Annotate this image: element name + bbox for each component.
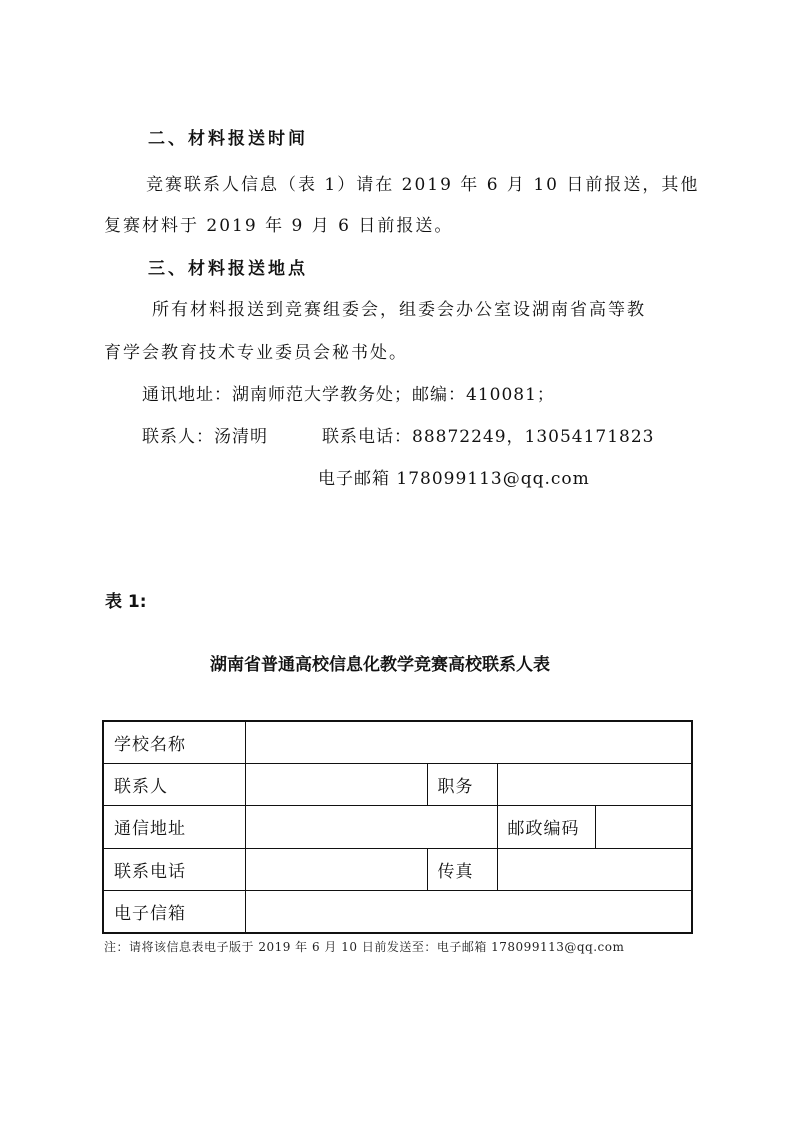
email-label: 电子信箱 <box>103 890 245 933</box>
fax-label: 传真 <box>427 848 497 890</box>
fax-field[interactable] <box>497 848 692 890</box>
mailing-address: 通讯地址：湖南师范大学教务处；邮编：410081； <box>142 385 555 405</box>
submission-time-line-1: 竞赛联系人信息（表 1）请在 2019 年 6 月 10 日前报送，其他 <box>146 175 700 195</box>
submission-time-line-2: 复赛材料于 2019 年 9 月 6 日前报送。 <box>104 216 454 236</box>
school-name-field[interactable] <box>245 721 692 764</box>
position-field[interactable] <box>497 764 692 806</box>
contact-info-form-table <box>102 720 693 934</box>
table-row <box>103 764 692 806</box>
table-row <box>103 890 692 933</box>
table-row <box>103 721 692 764</box>
school-name-label: 学校名称 <box>103 721 245 764</box>
position-label: 职务 <box>427 764 497 806</box>
postcode-field[interactable] <box>595 806 692 848</box>
submission-location-line-1: 所有材料报送到竞赛组委会，组委会办公室设湖南省高等教 <box>152 300 646 320</box>
address-field[interactable] <box>245 806 497 848</box>
contact-person-label: 联系人 <box>103 764 245 806</box>
contact-person: 联系人：汤清明 <box>142 427 268 447</box>
table-row <box>103 806 692 848</box>
contact-email: 电子邮箱 178099113@qq.com <box>318 469 590 489</box>
table-note: 注：请将该信息表电子版于 2019 年 6 月 10 日前发送至：电子邮箱 178099113@qq.com <box>104 940 625 954</box>
table-label: 表 1: <box>105 592 147 612</box>
postcode-label: 邮政编码 <box>497 806 595 848</box>
table-row <box>103 848 692 890</box>
phone-label: 联系电话 <box>103 848 245 890</box>
table-title: 湖南省普通高校信息化教学竞赛高校联系人表 <box>210 655 550 675</box>
section-heading-submission-time: 二、材料报送时间 <box>148 129 308 149</box>
section-heading-submission-location: 三、材料报送地点 <box>148 259 308 279</box>
address-label: 通信地址 <box>103 806 245 848</box>
contact-person-field[interactable] <box>245 764 427 806</box>
submission-location-line-2: 育学会教育技术专业委员会秘书处。 <box>104 343 408 363</box>
phone-field[interactable] <box>245 848 427 890</box>
email-field[interactable] <box>245 890 692 933</box>
contact-phone: 联系电话：88872249，13054171823 <box>322 427 655 447</box>
